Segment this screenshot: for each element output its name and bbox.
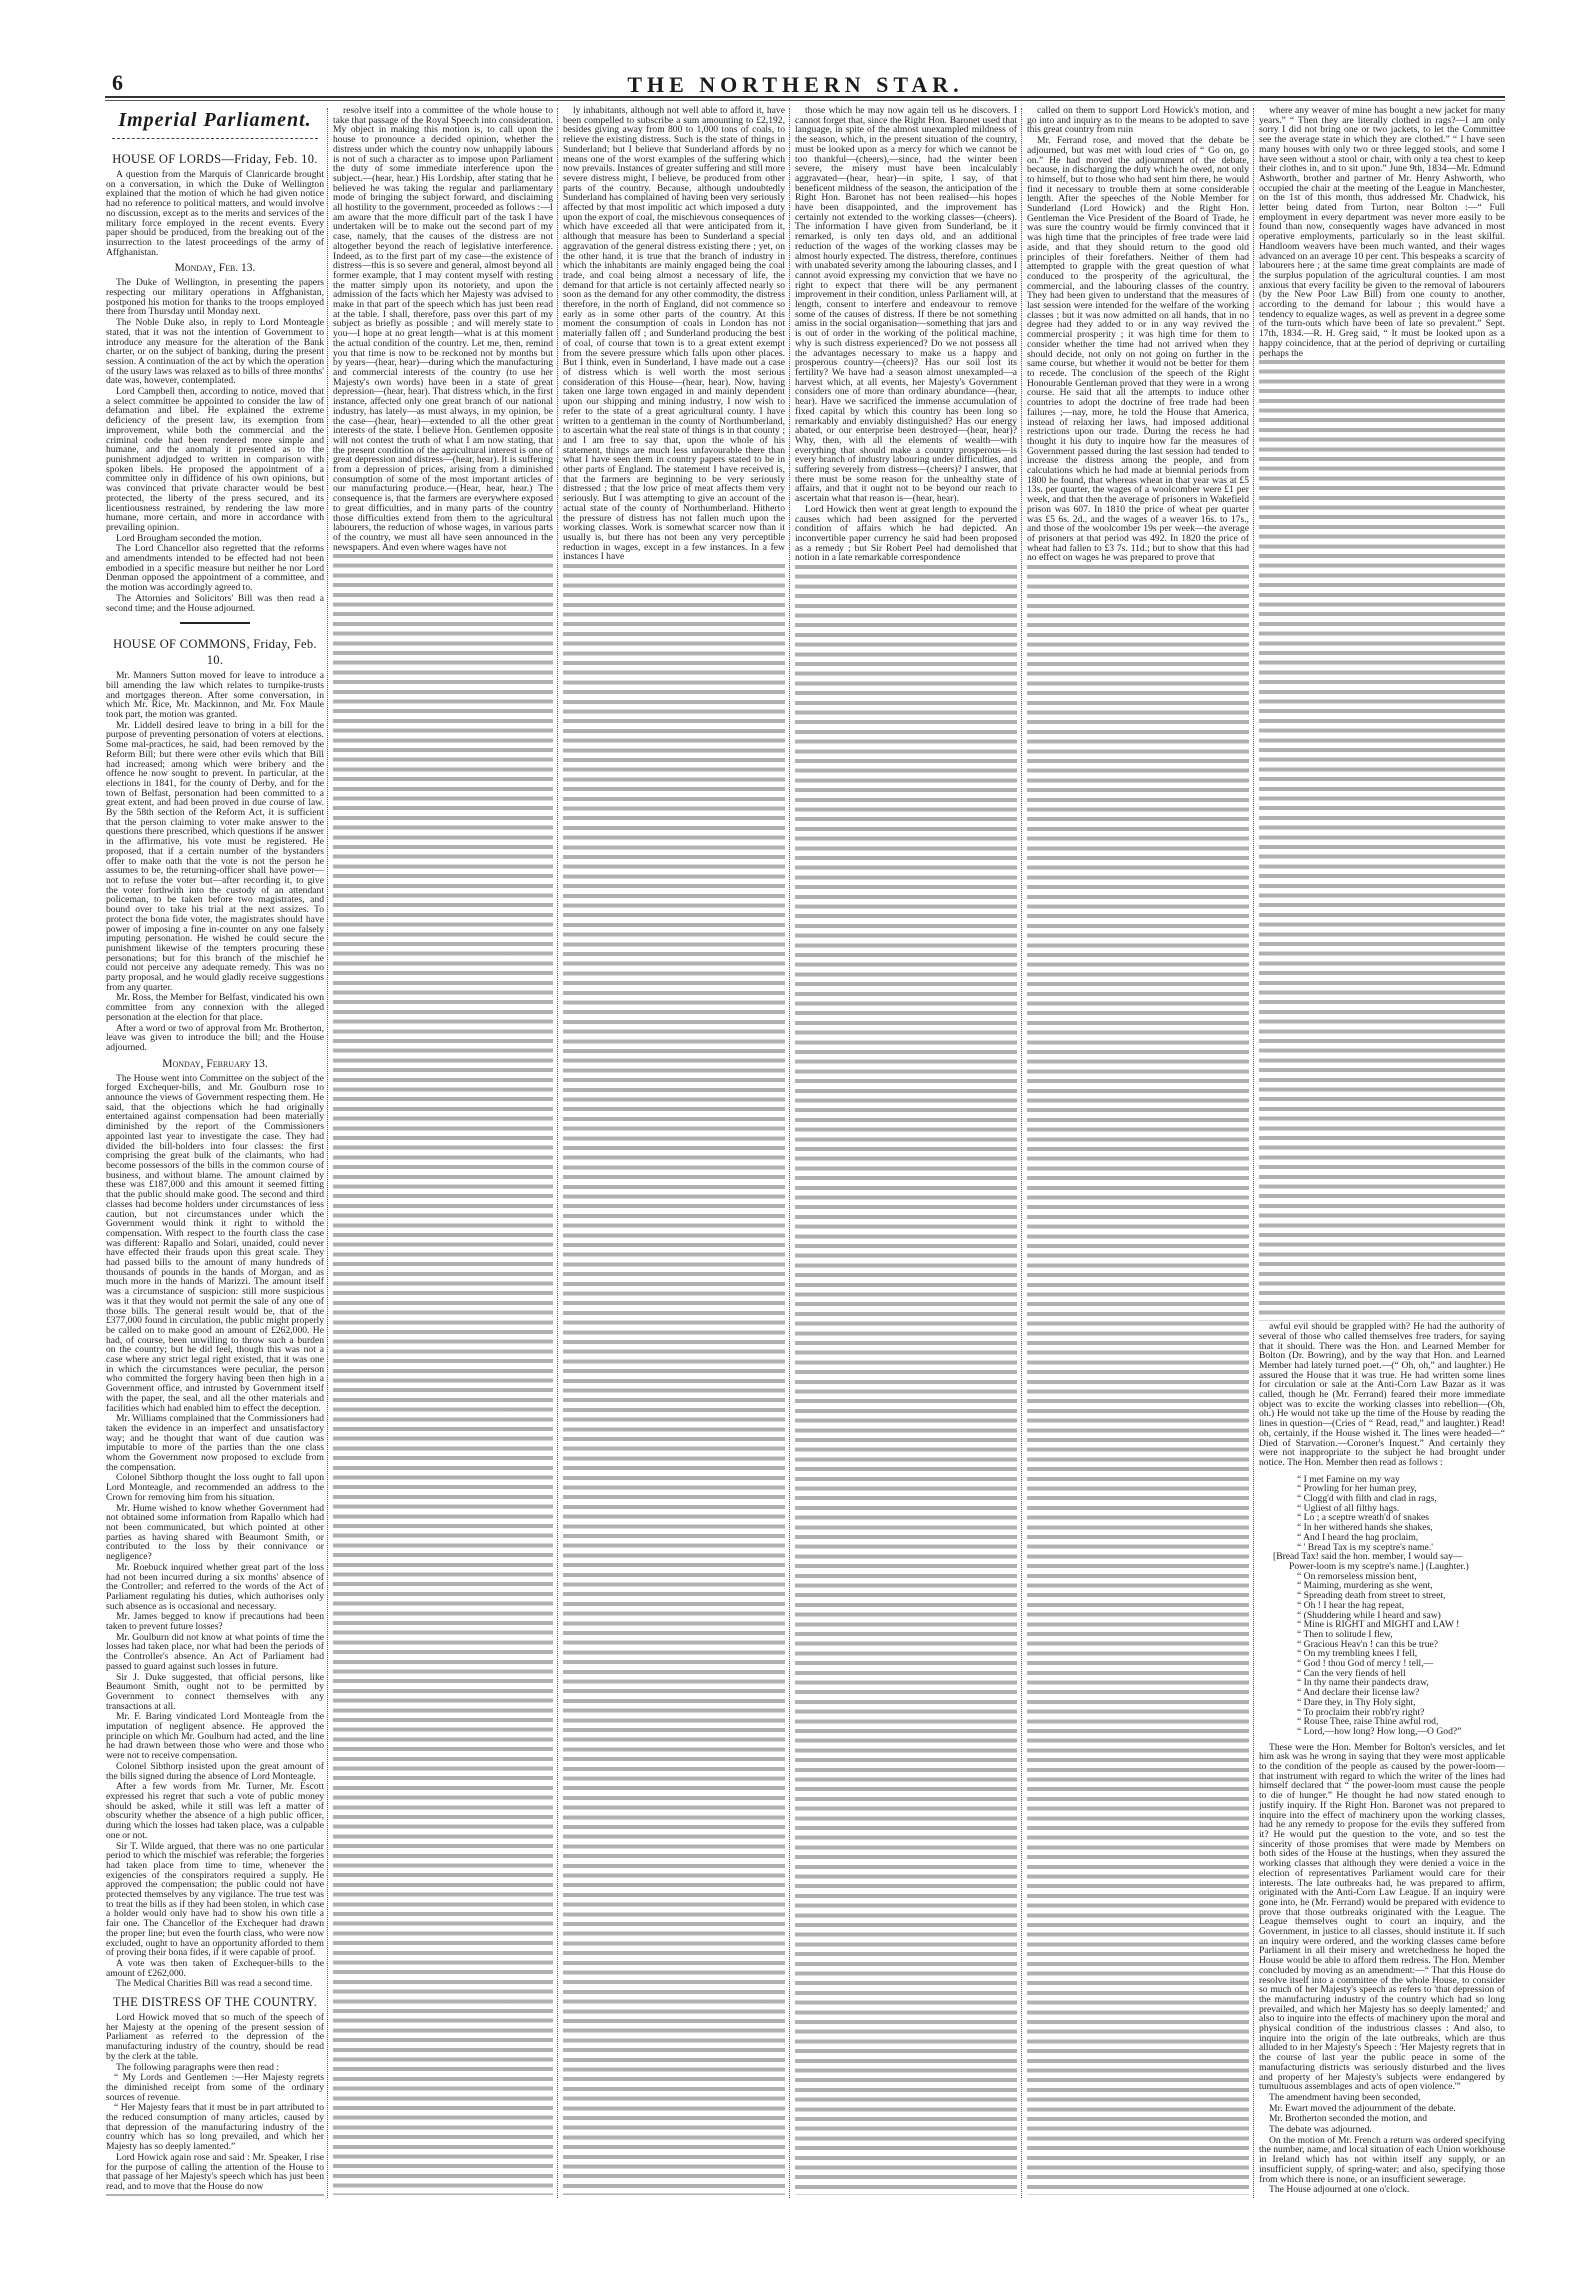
column-4 bbox=[795, 106, 1017, 2196]
article-paragraph-list bbox=[106, 1074, 324, 1990]
poem bbox=[1259, 1475, 1505, 1737]
masthead: THE NORTHERN STAR. bbox=[627, 72, 964, 97]
article-paragraph: After a word or two of approval from Mr. Brotherton, leave was given to introduce the bill; and the House adjourned. bbox=[106, 1022, 324, 1053]
article-paragraph: “ My Lords and Gentlemen :—Her Majesty regrets the diminished receipt from some of the ordinary sources of revenue. bbox=[106, 2072, 324, 2103]
article-paragraph: The Duke of Wellington, in presenting the papers respecting our military operations in Affghanistan, postponed his motion for thanks to the troops employed there from Thursday until Monday next. bbox=[106, 277, 324, 318]
article-paragraph-list bbox=[106, 671, 324, 1053]
column-separator bbox=[1253, 108, 1254, 2198]
commons-monday-heading: Monday, February 13. bbox=[162, 1057, 268, 1070]
article-paragraph: Sir T. Wilde argued, that there was no one particular period to which the mischief was referable; the forgeries had taken place from time to time, whenever the exigencies of the conspirators required a supply. He approved the compensation; the public could not have protected themselves by any vigilance. The true test was to treat the bills as if they had been stolen, in which case a holder would only have had to show his own title a fair one. The Chancellor of the Exchequer had drawn the proper line; but even the fourth class, who were now excluded, ought to have an opportunity afforded to them of proving their bona fides, if it were capable of proof. bbox=[106, 1840, 324, 1959]
column-6 bbox=[1259, 106, 1505, 2196]
poem-line: “ On remorseless mission bent, bbox=[1297, 1570, 1417, 1582]
article-paragraph: The debate was adjourned. bbox=[1269, 2124, 1372, 2136]
article-paragraph: Mr. Liddell desired leave to bring in a bill for the purpose of preventing personation of voters at elections. Some mal-practices, he said, had been removed by the Reform Bill; but there were other evils which that Bill had increased; among which were bribery and the offence he now sought to prevent. In particular, at the elections in 1841, for the county of Derby, and for the town of Belfast, personation had been committed to a great extent, and had been proved in due course of law. By the 58th section of the Reform Act, it is sufficient that the person claiming to voter make answer to the questions there prescribed, which questions if he answer in the affirmative, his vote must be registered. He proposed, that if a certain number of the bystanders offer to make oath that the vote is not the person he assumes to be, the returning-officer shall have power—not to refuse the voter but—after recording it, to give the voter forthwith into the custody of an attendant policeman, to be taken before two magistrates, and bound over to take his trial at the next assizes. To protect the bona fide voter, the magistrates should have power of imposing a fine in-counter on any one falsely imputing personation. He wished he could secure the punishment likewise of the tempters procuring these personations; but for this branch of the mischief he could not perceive any adequate remedy. This was no party proposal, and he would gladly receive suggestions from any quarter. bbox=[106, 719, 324, 993]
poem-line: “ Ugliest of all filthy hags. bbox=[1297, 1502, 1400, 1514]
article-paragraph: where any weaver of mine has bought a new jacket for many years.” “ Then they are literally clothed in rags?—I am only sorry I did not bring one or two jackets, to let the Committee see the average state in which they are clothed.” “ I have seen many houses with only two or three legged stools, and some I have seen without a stool or chair, with only a tea chest to keep their clothes in, and to sit upon.” June 9th, 1834—Mr. Edmund Ashworth, brother and partner of Mr. Henry Ashworth, who occupied the chair at the meeting of the League in Manchester, on the 1st of this month, thus addressed Mr. Chadwick, his letter being dated from Turton, near Bolton :—“ Full employment in every department was never more easily to be found than now, consequently wages have advanced in most operative employments, particularly so in the least skilful. Handloom weavers have been much wanted, and their wages advanced on an average 10 per cent. This bespeaks a scarcity of labourers here ; at the same time great complaints are made of the surplus population of the agricultural counties. I am most anxious that every facility be given to the removal of labourers (by the New Poor Law Bill) from one county to another, according to the demand for labour ; this would have a tendency to equalize wages, as well as prevent in a degree some of the turn-outs which have been of late so prevalent.” Sept. 17th, 1834.—R. H. Greg said, “ It must be looked upon as a happy coincidence, that at the period of depriving or curtailing perhaps the bbox=[1259, 106, 1505, 359]
article-paragraph: A question from the Marquis of Clanricarde brought on a conversation, in which the Duke of Wellington explained that the motion of which he had given notice had no reference to political matters, and would involve no discussion, except as to the merits and services of the military force employed in the recent events. Every paper should be produced, from the breaking out of the insurrection to the latest proceedings of the army of Affghanistan. bbox=[106, 169, 324, 258]
distress-heading: THE DISTRESS OF THE COUNTRY. bbox=[112, 1995, 318, 2010]
article-paragraph: These were the Hon. Member for Bolton's versicles, and let him ask was he wrong in saying that they were most applicable to the condition of the people as caused by the power-loom—that instrument with regard to which the writer of the lines had himself declared that “ the power-loom must cause the people to die of hunger.” He thought he had now stated enough to justify inquiry. If the Right Hon. Baronet was not prepared to inquire into the effect of machinery upon the working classes, had he any remedy to propose for the evils they suffered from it? He would put the question to the vote, and so test the sincerity of those promises that were made by Members on both sides of the House at the hustings, when they assured the working classes that although they were denied a voice in the election of representatives Parliament would care for their interests. The late outbreaks had, he was prepared to affirm, originated with the Anti-Corn Law League. If an inquiry were gone into, he (Mr. Ferrand) would be prepared with evidence to prove that those outbreaks originated with the League. The League themselves ought to court an inquiry, and the Government, in justice to all classes, should institute it. If such an inquiry were ordered, and the working classes came before Parliament in all their misery and wretchedness he hoped the House would be able to afford them redress. The Hon. Member concluded by moving as an amendment:—“ That this House do resolve itself into a committee of the whole House, to consider so much of her Majesty's speech as refers to 'that depression of the manufacturing industry of the country which had so long prevailed, and which her Majesty has so deeply lamented;' and also to inquire into the effects of machinery upon the moral and physical condition of the industrious classes : And also, to inquire into the origin of the late outbreaks, which are thus alluded to in her Majesty's Speech : 'Her Majesty regrets that in the course of last year the public peace in some of the manufacturing districts was seriously disturbed and the lives and property of her Majesty's subjects were endangered by tumultuous assemblages and acts of open violence.'” bbox=[1259, 1741, 1505, 2093]
article-paragraph-list bbox=[795, 106, 1017, 564]
column-separator bbox=[327, 108, 328, 2198]
text-block bbox=[1027, 565, 1249, 2195]
poem-interjection: Power-loom is my sceptre's name.] (Laughter.) bbox=[1289, 1561, 1469, 1572]
column-5 bbox=[1027, 106, 1249, 2196]
poem-line: “ In thy name their pandects draw, bbox=[1297, 1677, 1429, 1689]
poem-line: “ In her withered hands she shakes, bbox=[1297, 1522, 1433, 1534]
poem-line: “ Dare they, in Thy Holy sight, bbox=[1297, 1696, 1416, 1708]
section-title: Imperial Parliament. bbox=[118, 109, 312, 131]
poem-line: “ Lord,—how long? How long,—O God?” bbox=[1297, 1725, 1462, 1737]
header-rule-thin bbox=[105, 100, 1505, 101]
page-number: 6 bbox=[112, 70, 123, 95]
text-block bbox=[563, 564, 785, 2195]
article-paragraph-list bbox=[333, 106, 553, 553]
article-paragraph: those which he may now again tell us he discovers. I cannot forget that, since the Right Hon. Baronet used that language, in spite of the almost unexampled mildness of the season, which, in the present situation of the country, must be looked upon as a mercy for which we cannot be too thankful—(cheers),—since, had the winter been severe, the misery must have been incalculably aggravated—(hear, hear)—in spite, I say, of that beneficent mildness of the season, the anticipation of the Right Hon. Baronet has not been realised—his hopes have been disappointed, and the improvement has certainly not extended to the working classes—(cheers). The information I have given from Sunderland, be it remarked, is only ten days old, and an additional reduction of the wages of the working classes may be almost hourly expected. The distress, therefore, continues with unabated severity among the labouring classes, and I cannot avoid expressing my conviction that we have no right to expect that there will be any permanent improvement in their condition, unless Parliament will, at length, consent to interfere and endeavour to remove some of the causes of distress. If there be not something amiss in the social organisation—something that jars and is out of order in the working of the political machine, why is such distress experienced? Do we not possess all the advantages necessary to make us a happy and prosperous country—(cheers)? Has our soil lost its fertility? We have had a season almost unexampled—a harvest which, at all events, her Majesty's Government considers one of more than ordinary abundance—(hear, hear). Have we sacrificed the immense accumulation of fixed capital by which this country has been long so remarkably and enviably distinguished? Has our energy abated, or our enterprise been destroyed—(hear, hear)? Why, then, with all the elements of wealth—with everything that should make a country prosperous—is every branch of industry labouring under difficulties, and suffering severely from distress—(cheers)? I answer, that there must be some reason for the unhealthy state of affairs, and that it ought not to be beyond our reach to ascertain what that reason is—(hear, hear). bbox=[795, 106, 1017, 505]
poem-line: “ To proclaim their robb'ry right? bbox=[1297, 1706, 1425, 1718]
article-paragraph: Mr. Brotherton seconded the motion, and bbox=[1269, 2113, 1428, 2125]
article-paragraph: Mr. Hume wished to know whether Government had not obtained some information from Rapallo which had not been communicated, but which pointed at other parties as having shared with Beaumont Smith, or contributed to the loss by their connivance or negligence? bbox=[106, 1502, 324, 1563]
poem-line-list bbox=[1259, 1572, 1505, 1737]
poem-line: “ Spreading death from street to street, bbox=[1297, 1590, 1446, 1602]
text-block bbox=[1259, 360, 1505, 1321]
article-paragraph: Mr. Ross, the Member for Belfast, vindicated his own committee from any connexion with the alleged personation at the election for that place. bbox=[106, 992, 324, 1023]
column-separator bbox=[789, 108, 790, 2198]
article-paragraph: Colonel Sibthorp insisted upon the great amount of the bills signed during the absence of Lord Monteagle. bbox=[106, 1760, 324, 1782]
article-paragraph-list bbox=[106, 2013, 324, 2193]
poem-line: “ God ! thou God of mercy ! tell,— bbox=[1297, 1658, 1434, 1670]
article-paragraph-list bbox=[1259, 1743, 1505, 2196]
article-paragraph-list bbox=[1027, 106, 1249, 564]
article-paragraph: Colonel Sibthorp thought the loss ought to fall upon Lord Monteagle, and recommended an address to the Crown for removing him from his situation. bbox=[106, 1472, 324, 1503]
poem-line: “ And I heard the hag proclaim, bbox=[1297, 1531, 1419, 1543]
column-separator bbox=[1021, 108, 1022, 2198]
article-paragraph: The Medical Charities Bill was read a second time. bbox=[116, 1978, 313, 1990]
poem-line: “ (Shuddering while I heard and saw) bbox=[1297, 1609, 1441, 1621]
column-2 bbox=[333, 106, 553, 2196]
article-paragraph: Lord Howick then went at great length to expound the causes which had been assigned for the perverted condition of affairs which he had depicted. An inconvertible paper currency he said had been proposed as a remedy ; but Sir Robert Peel had demolished that notion in a late remarkable correspondence bbox=[795, 503, 1017, 564]
poem-line-list bbox=[1259, 1475, 1505, 1553]
title-rule bbox=[112, 138, 318, 139]
poem-line: “ I met Famine on my way bbox=[1297, 1473, 1400, 1485]
text-block bbox=[106, 2194, 324, 2196]
article-paragraph: The House went into Committee on the subject of the forged Exchequer-bills, and Mr. Goulburn rose to announce the views of Government respecting them. He said, that the objections which he had originally entertained against compensation had been materially diminished by the report of the Commissioners appointed last year to investigate the case. They had divided the bill-holders into four classes: the first comprising the great bulk of the claimants, who had become possessors of the bills in the common course of business, and without blame. The amount claimed by these was £187,000 and this amount it seemed fitting that the public should make good. The second and third classes had become holders under circumstances of less caution, but not circumstances under which the Government would think it right to withold the compensation. With respect to the fourth class the case was different: Rapallo and Solari, unaided, could never have effected their frauds upon this great scale. They had passed bills to the amount of many hundreds of thousands of pounds in the hands of Morgan, and as much more in the hands of Marizzi. The amount itself was a circumstance of suspicion: still more suspicious was it that they would not permit the sale of any one of those bills. The general result would be, that of the £377,000 found in circulation, the public might properly be called on to make good an amount of £262,000. He had, of course, been unwilling to throw such a burden on the country; but he did feel, though this was not a case where any strict legal right existed, that it was one in which the circumstances were peculiar, the person who committed the forgery having been then high in a Government office, and intrusted by Government itself with the paper, the seal, and all the other materials and facilities which had enabled him to effect the deception. bbox=[106, 1072, 324, 1414]
article-paragraph: Mr. Manners Sutton moved for leave to introduce a bill amending the law which relates to turnpike-trusts and mortgages thereon. After some conversation, in which Mr. Rice, Mr. Mackinnon, and Mr. Fox Maule took part, the motion was granted. bbox=[106, 670, 324, 721]
article-paragraph: Mr. Goulburn did not know at what points of time the losses had taken place, nor what had been the periods of the Controller's absence. An Act of Parliament had passed to guard against such losses in future. bbox=[106, 1631, 324, 1672]
article-paragraph-list bbox=[1259, 1322, 1505, 1469]
poem-line: “ Can the very fiends of hell bbox=[1297, 1667, 1406, 1679]
article-paragraph: The House adjourned at one o'clock. bbox=[1269, 2184, 1410, 2196]
article-paragraph: The following paragraphs were then read : bbox=[116, 2061, 280, 2073]
header-rule bbox=[105, 96, 1505, 98]
article-paragraph: Sir J. Duke suggested, that official persons, like Beaumont Smith, ought not to be permitted by Government to connect themselves with any transactions at all. bbox=[106, 1671, 324, 1712]
poem-line: “ Gracious Heav'n ! can this be true? bbox=[1297, 1638, 1439, 1650]
commons-heading: HOUSE OF COMMONS, Friday, Feb. 10. bbox=[113, 637, 317, 668]
column-1 bbox=[106, 106, 324, 2196]
poem-line: “ And declare their license law? bbox=[1297, 1687, 1420, 1699]
text-block bbox=[795, 565, 1017, 2195]
text-block bbox=[333, 554, 553, 2195]
lords-monday-heading: Monday, Feb. 13. bbox=[174, 262, 256, 275]
poem-line: “ ' Bread Tax is my sceptre's name.' bbox=[1297, 1541, 1433, 1553]
article-paragraph: ly inhabitants, although not well able to afford it, have been compelled to subscribe a sum amounting to £2,192, besides giving away from 800 to 1,000 tons of coals, to relieve the existing distress. Such is the state of things in Sunderland; but I believe that Sunderland affords by no means one of the worst examples of the suffering which now prevails. Instances of greater suffering and still more severe distress might, I believe, be produced from other parts of the country. Because, although undoubtedly Sunderland has complained of having been very seriously affected by that most impolitic act which imposed a duty upon the export of coal, the mischievous consequences of which have exceeded all that were anticipated from it, although that measure has been to Sunderland a special aggravation of the general distress existing there ; yet, on the other hand, it is true that the branch of industry in which the inhabitants are mainly engaged being the coal trade, and coal being almost a necessary of life, the demand for that article is not certainly affected nearly so soon as the demand for any other commodity, the distress therefore, in the north of England, did not commence so early as in some other parts of the country. At this moment the consumption of coals in London has not materially fallen off ; and Sunderland producing the best of coal, of course that town is to a great extent exempt from the severe pressure which falls upon other places. But I think, even in Sunderland, I have made out a case of distress which is well worth the most serious consideration of this House—(hear, hear). Now, having taken one large town engaged in and mainly dependent upon our shipping and mining industry, I now wish to refer to the state of a great agricultural county. I have written to a gentleman in the county of Northumberland, to ascertain what the real state of things is in that county ; and I am free to say that, upon the whole of his statement, things are much less unfavourable there than what I have seen them in country papers stated to be in other parts of England. The statement I have received is, that the farmers are beginning to be very seriously distressed ; that the low price of meat affects them very seriously. But I was attempting to give an account of the actual state of the county of Northumberland. Hitherto the pressure of distress has not fallen much upon the working classes. Work is somewhat scarcer now than it usually is, but there has not been any very perceptible reduction in wages, except in a few instances. In a few instances I have bbox=[563, 106, 785, 563]
article-paragraph-list bbox=[563, 106, 785, 563]
article-paragraph-list bbox=[1259, 106, 1505, 359]
article-paragraph: The Noble Duke also, in reply to Lord Monteagle stated, that it was not the intention of Government to introduce any measure for the alteration of the Bank charter, or on the subject of banking, during the present session. A continuation of the act by which the operation of the usury laws was relaxed as to bills of three months' date was, however, contemplated. bbox=[106, 317, 324, 387]
poem-line: “ Oh ! I hear the hag repeat, bbox=[1297, 1599, 1405, 1611]
article-paragraph: resolve itself into a committee of the whole house to take that passage of the Royal Speech into consideration. My object in making this motion is, to call upon the house to pronounce a decided opinion, whether the distress under which the country now unhappily labours is not of such a character as to impose upon Parliament the duty of some immediate interference upon the subject.—(hear, hear.) His Lordship, after stating that he believed he was taking the regular and parliamentary mode of bringing the subject forward, and disclaiming all hostility to the government, proceeded as follows :—I am aware that the more difficult part of the task I have undertaken will be to make out the second part of my case, namely, that the causes of the distress are not altogether beyond the reach of legislative interference. Indeed, as to the first part of my case—the existence of distress—this is so severe and general, almost beyond all former example, that I may content myself with resting the matter simply upon its notoriety, and upon the admission of the facts which her Majesty was advised to make in that part of the speech which has just been read at the table. I shall, therefore, pass over this part of my subject as briefly as possible ; and will merely state to you—I hope at no great length—what is at this moment the actual condition of the country. Let me, then, remind you that time is now to be reckoned not by months but by years—(hear, hear)—during which the manufacturing and commercial interests of the country (to use her Majesty's own words) have been in a state of great depression—(hear, hear). That distress which, in the first instance, affected only one great branch of our national industry, has lately—as must always, in my opinion, be the case—(hear, hear)—extended to all the other great interests of the state. I believe Hon. Gentlemen opposite will not contest the truth of what I am now stating, that the present condition of the agricultural interest is one of great depression and distress—(hear, hear). It is suffering from a depression of prices, arising from a diminished consumption of some of the most important articles of our manufacturing produce.—(Hear, hear, hear.) The consequence is, that the farmers are everywhere exposed to great difficulties, and in many parts of the country those difficulties extend from them to the agricultural labourers, the reduction of whose wages, in various parts of the country, we must all have seen announced in the newspapers. And even where wages have not bbox=[333, 106, 553, 553]
poem-line: “ Lo ; a sceptre wreath'd of snakes bbox=[1297, 1512, 1429, 1524]
poem-line: “ Maiming, murdering as she went, bbox=[1297, 1580, 1433, 1592]
poem-line: “ Then to solitude I flew, bbox=[1297, 1628, 1393, 1640]
article-paragraph: After a few words from Mr. Turner, Mr. Escott expressed his regret that such a vote of public money should be asked, while it still was left a matter of obscurity whether the absence of a high public officer, during which the losses had taken place, was a culpable one or not. bbox=[106, 1781, 324, 1841]
poem-line: “ Mine is RIGHT and MIGHT and LAW ! bbox=[1297, 1619, 1460, 1631]
lords-heading: HOUSE OF LORDS—Friday, Feb. 10. bbox=[112, 152, 318, 166]
article-paragraph: Lord Howick again rose and said : Mr. Speaker, I rise for the purpose of calling the attention of the House to that passage of her Majesty's speech which has just been read, and to move that the House do now bbox=[106, 2151, 324, 2192]
article-paragraph: Mr. F. Baring vindicated Lord Monteagle from the imputation of negligent absence. He approved the principle on which Mr. Goulburn had acted, and the line he had drawn between those who were and those who were not to receive compensation. bbox=[106, 1711, 324, 1762]
article-paragraph: “ Her Majesty fears that it must be in part attributed to the reduced consumption of many articles, caused by that depression of the manufacturing industry of the country which has so long prevailed, and which her Majesty has so deeply lamented.” bbox=[106, 2102, 324, 2153]
article-paragraph: On the motion of Mr. French a return was ordered specifying the number, name, and local situation of each Union workhouse in Ireland which has not within itself any supply, or an insufficient supply, of spring-water; and also, specifying those from which there is none, or an insufficient sewerage. bbox=[1259, 2134, 1505, 2185]
article-paragraph-list bbox=[106, 170, 324, 258]
article-paragraph: Lord Howick moved that so much of the speech of her Majesty at the opening of the present session of Parliament as referred to the depression of the manufacturing industry of the country, should be read by the clerk at the table. bbox=[106, 2012, 324, 2062]
article-paragraph: A vote was then taken of Exchequer-bills to the amount of £262,000. bbox=[106, 1957, 324, 1979]
column-3 bbox=[563, 106, 785, 2196]
poem-line: “ On my trembling knees I fell, bbox=[1297, 1648, 1418, 1660]
article-paragraph: The amendment having been seconded, bbox=[1269, 2091, 1421, 2103]
article-paragraph: Mr. James begged to know if precautions had been taken to prevent future losses? bbox=[106, 1611, 324, 1633]
poem-line: “ Rouse Thee, raise Thine awful rod, bbox=[1297, 1716, 1439, 1728]
article-paragraph: Mr. Roebuck inquired whether great part of the loss had not been incurred during a six months' absence of the Controller; and referred to the words of the Act of Parliament regulating his duties, which authorises only such absence as is occasional and necessary. bbox=[106, 1561, 324, 1612]
article-paragraph: Lord Campbell then, according to notice, moved that a select committee be appointed to consider the law of defamation and libel. He explained the extreme deficiency of the present law, its exemption from improvement, while both the commercial and the criminal code had been rendered more simple and humane, and the anomaly it presented as to the punishment adjudged to written in comparison with spoken libels. He proposed the appointment of a committee only in diffidence of his own opinions, but was convinced that private character would be best protected, the liberty of the press secured, and its licentiousness restrained, by rendering the law more humane, more certain, and more in accordance with prevailing opinion. bbox=[106, 386, 324, 533]
article-paragraph: awful evil should be grappled with? He had the authority of several of those who called themselves free traders, for saying that it should. There was the Hon. and Learned Member for Bolton (Dr. Bowring), and by the way that Hon. and Learned Member had lately turned poet.—(“ Oh, oh,” and laughter.) He assured the House that it was true. He had written some lines for circulation or sale at the Anti-Corn Law Bazar as it was called, though he (Mr. Ferrand) feared their more immediate object was to excite the working classes into rebellion—(Oh, oh.) He would not take up the time of the House by reading the lines in question—(Cries of “ Read, read,” and laughter.) Read! oh, certainly, if the House wished it. The lines were headed—“ Died of Starvation.—Coroner's Inquest.” And certainly they were not inappropriate to the subject he had brought under notice. The Hon. Member then read as follows : bbox=[1259, 1321, 1505, 1468]
column-separator bbox=[557, 108, 558, 2198]
article-paragraph: The Attornies and Solicitors' Bill was then read a second time; and the House adjourned. bbox=[106, 592, 324, 614]
article-paragraph: Mr. Ferrand rose, and moved that the debate be adjourned, but was met with loud cries of “ Go on, go on.” He had moved the adjournment of the debate, because, in discharging the duty which he owed, not only to himself, but to those who had sent him there, he would find it necessary to trouble them at some considerable length. After the speeches of the Noble Member for Sunderland (Lord Howick) and the Right Hon. Gentleman the Vice President of the Board of Trade, he was sure the country would be firmly convinced that it was high time that the principles of free trade were laid aside, and that they should return to the good old principles of their forefathers. Neither of them had attempted to grapple with the great question of what conduced to the prosperity of the agricultural, the commercial, and the labouring classes of the country. They had been given to understand that the measures of last session were intended for the welfare of the working classes ; but it was now admitted on all hands, that in no degree had they added to or in any way revived the commercial prosperity ; it was high time for them to consider whether the time had not arrived when they should decide, not only on not going on further in the same course, but whether it would not be better for them to recede. The conclusion of the speech of the Right Honourable Gentleman proved that they were in a wrong course. He said that all the attempts to induce other countries to adopt the doctrine of free trade had been failures ;—nay, more, he told the House that America, instead of relaxing her laws, had imposed additional restrictions upon our trade. During the recess he had thought it his duty to inquire how far the measures of Government passed during the last session had tended to increase the distress among the people, and from calculations which he had made at biennial periods from 1800 he found, that whereas wheat in that year was at £5 13s. per quarter, the wages of a woolcomber were £1 per week, and that then the average of prisoners in Wakefield prison was 607. In 1810 the price of wheat per quarter was £5 6s. 2d., and the wages of a weaver 16s. to 17s., and those of the woolcomber 19s per week—the average of prisoners at that period was 492. In 1820 the price of wheat had fallen to £3 7s. 11d.; but to show that this had no effect on wages he was prepared to prove that bbox=[1027, 135, 1249, 564]
article-paragraph: Mr. Ewart moved the adjournment of the debate. bbox=[1269, 2102, 1456, 2114]
poem-interjection: [Bread Tax! said the hon. member, I would say— bbox=[1273, 1551, 1463, 1563]
poem-line: “ Prowling for her human prey, bbox=[1297, 1483, 1417, 1495]
poem-line: “ Clogg'd with filth and clad in rags, bbox=[1297, 1493, 1437, 1505]
article-paragraph: The Lord Chancellor also regretted that the reforms and amendments intended to be effected had not been embodied in a specific measure but neither he nor Lord Denman opposed the appointment of a committee, and the motion was accordingly agreed to. bbox=[106, 543, 324, 594]
article-paragraph: called on them to support Lord Howick's motion, and go into and inquiry as to the means to be adopted to save this great country from ruin bbox=[1027, 106, 1249, 136]
article-paragraph: Lord Brougham seconded the motion. bbox=[116, 532, 262, 544]
article-paragraph: Mr. Williams complained that the Commissioners had taken the evidence in an imperfect and unsatisfactory way; and he thought that want of due caution was imputable to more of the parties than the one class whom the Government now proposed to exclude from the compensation. bbox=[106, 1413, 324, 1473]
section-divider bbox=[180, 622, 250, 624]
article-paragraph-list bbox=[106, 278, 324, 614]
